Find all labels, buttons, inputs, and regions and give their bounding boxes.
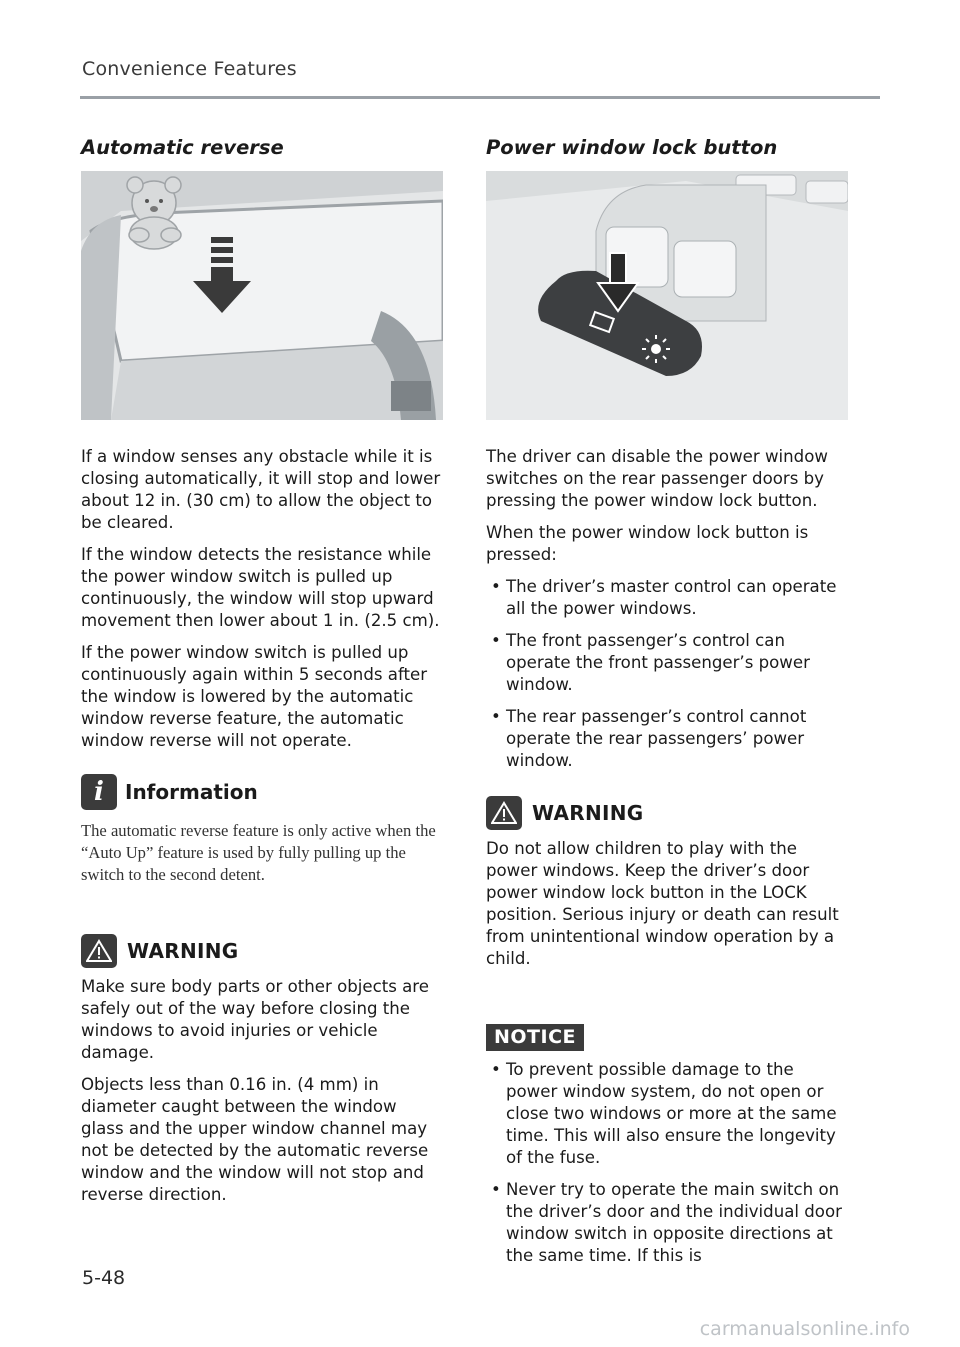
left-warning-paragraph-2: Objects less than 0.16 in. (4 mm) in diameter caught between the window glass and the upper window channel may not be detected by the automatic reverse window and the window will not stop and reverse direction.	[81, 1075, 429, 1204]
auto-reverse-paragraph-1: If a window senses any obstacle while it is closing automatically, it will stop and lower about 12 in. (30 cm) to allow the object to be cleared.	[81, 447, 441, 532]
list-item: • To prevent possible damage to the power window system, do not open or close two windows or more at the same time. This will also ensure the longevity of the fuse.	[491, 1060, 837, 1167]
watermark: carmanualsonline.info	[699, 1318, 910, 1340]
auto-reverse-paragraph-3: If the power window switch is pulled up continuously again within 5 seconds after the window is lowered by the automatic window reverse feature, the automatic window reverse will not operate.	[81, 643, 428, 750]
page-number: 5-48	[82, 1267, 126, 1289]
information-icon: i	[81, 774, 117, 810]
lock-paragraph-2: When the power window lock button is pressed:	[486, 523, 809, 564]
lock-paragraph-1: The driver can disable the power window switches on the rear passenger doors by pressing the power window lock button.	[486, 447, 828, 510]
list-item: • Never try to operate the main switch on the driver’s door and the individual door window switch in opposite directions at the same time. If this is	[491, 1180, 842, 1265]
power-window-lock-title: Power window lock button	[486, 136, 778, 159]
automatic-reverse-illustration	[81, 171, 443, 420]
left-warning-paragraph-1: Make sure body parts or other objects are safely out of the way before closing the windows to avoid injuries or vehicle damage.	[81, 977, 429, 1062]
information-header	[81, 774, 443, 810]
lock-bullet-list	[486, 576, 848, 772]
left-warning-header	[81, 934, 443, 968]
left-column	[81, 136, 443, 1216]
right-warning-text: Do not allow children to play with the power windows. Keep the driver’s door power window lock button in the LOCK position. Serious injury or death can result from unintentional window operation by a child.	[486, 839, 839, 968]
power-window-lock-illustration	[486, 171, 848, 420]
header-rule	[80, 96, 880, 99]
warning-triangle-icon	[81, 934, 117, 968]
list-item: • The front passenger’s control can operate the front passenger’s power window.	[491, 631, 810, 694]
header-title: Convenience Features	[82, 58, 297, 80]
right-warning-header	[486, 796, 848, 830]
right-column	[486, 136, 848, 1277]
list-item: • The rear passenger’s control cannot operate the rear passengers’ power window.	[491, 707, 807, 770]
notice-bullet-list	[486, 1059, 848, 1267]
notice-badge: NOTICE	[486, 1024, 584, 1051]
automatic-reverse-title: Automatic reverse	[81, 136, 284, 159]
information-text: The automatic reverse feature is only active when the “Auto Up” feature is used by fully pulling up the switch to the second detent.	[81, 821, 436, 884]
auto-reverse-paragraph-2: If the window detects the resistance while the power window switch is pulled up continuously, the window will stop upward movement then lower about 1 in. (2.5 cm).	[81, 545, 440, 630]
list-item: • The driver’s master control can operate all the power windows.	[491, 577, 837, 618]
right-warning-title: WARNING	[532, 801, 644, 825]
information-title: Information	[125, 780, 258, 804]
left-warning-title: WARNING	[127, 939, 239, 963]
warning-triangle-icon	[486, 796, 522, 830]
